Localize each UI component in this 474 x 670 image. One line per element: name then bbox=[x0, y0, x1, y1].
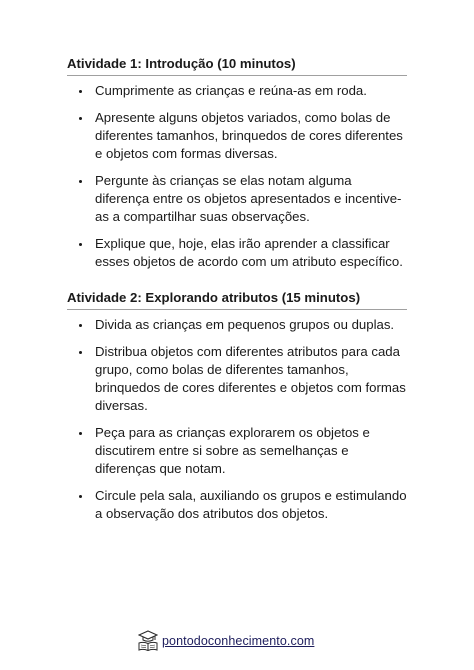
activity-2-title: Atividade 2: Explorando atributos (15 minutos) bbox=[67, 290, 407, 310]
bullet-icon bbox=[79, 432, 82, 435]
bullet-icon bbox=[79, 324, 82, 327]
activity-2-list bbox=[67, 316, 407, 523]
list-item-text: Apresente alguns objetos variados, como bolas de diferentes tamanhos, brinquedos de cores diferentes e objetos com formas diversas. bbox=[95, 110, 403, 161]
bullet-icon bbox=[79, 495, 82, 498]
activity-1-list bbox=[67, 82, 407, 271]
activity-1-title: Atividade 1: Introdução (10 minutos) bbox=[67, 56, 407, 76]
list-item bbox=[67, 82, 407, 100]
bullet-icon bbox=[79, 117, 82, 120]
list-item-text: Peça para as crianças explorarem os objetos e discutirem entre si sobre as semelhanças e diferenças que notam. bbox=[95, 425, 370, 476]
list-item-text: Distribua objetos com diferentes atributos para cada grupo, como bolas de diferentes tamanhos, brinquedos de cores diferentes e objetos com formas diversas. bbox=[95, 344, 406, 413]
list-item bbox=[67, 316, 407, 334]
list-item-text: Cumprimente as crianças e reúna-as em roda. bbox=[95, 83, 367, 98]
list-item-text: Explique que, hoje, elas irão aprender a classificar esses objetos de acordo com um atributo específico. bbox=[95, 236, 403, 269]
list-item bbox=[67, 343, 407, 415]
list-item-text: Circule pela sala, auxiliando os grupos e estimulando a observação dos atributos dos objetos. bbox=[95, 488, 407, 521]
bullet-icon bbox=[79, 243, 82, 246]
list-item bbox=[67, 172, 407, 226]
bullet-icon bbox=[79, 90, 82, 93]
list-item bbox=[67, 424, 407, 478]
bullet-icon bbox=[79, 180, 82, 183]
list-item bbox=[67, 487, 407, 523]
activity-1-section bbox=[67, 56, 407, 271]
bullet-icon bbox=[79, 351, 82, 354]
graduation-book-icon bbox=[138, 630, 158, 652]
list-item bbox=[67, 235, 407, 271]
list-item bbox=[67, 109, 407, 163]
activity-2-section bbox=[67, 290, 407, 523]
footer-website-link[interactable]: pontodoconhecimento.com bbox=[162, 634, 315, 648]
list-item-text: Divida as crianças em pequenos grupos ou duplas. bbox=[95, 317, 395, 332]
footer bbox=[138, 630, 314, 652]
list-item-text: Pergunte às crianças se elas notam alguma diferença entre os objetos apresentados e incentive-as a compartilhar suas observações. bbox=[95, 173, 402, 224]
